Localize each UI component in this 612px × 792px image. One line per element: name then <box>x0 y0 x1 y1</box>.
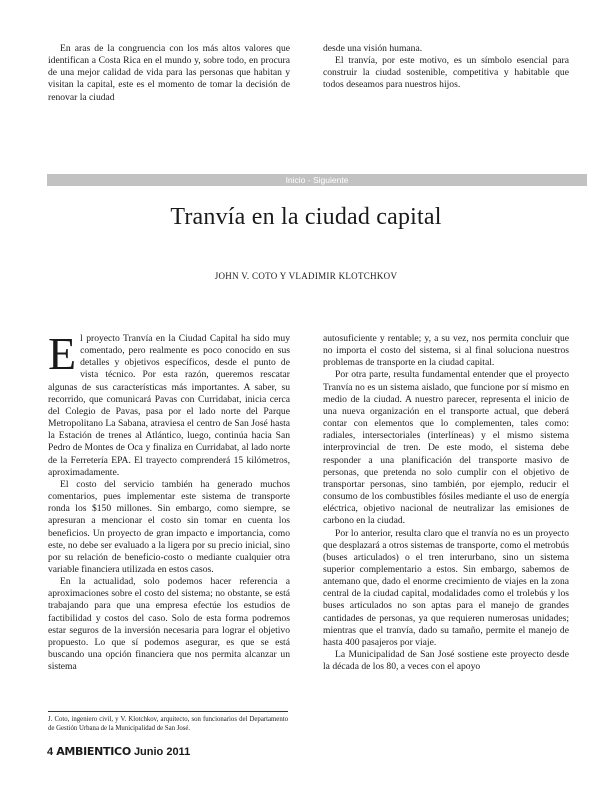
top-right-paragraph-1: desde una visión humana. <box>323 43 423 54</box>
footnote: J. Coto, ingeniero civil, y V. Klotchkov, arquitecto, son funcionarios del Departamento de Gestión Urbana de la Municipalidad de San José. <box>48 716 288 732</box>
top-right-column <box>323 43 569 92</box>
body-paragraph-4: autosuficiente y rentable; y, a su vez, nos permita concluir que no importa el costo del sistema, si al final soluciona nuestros problemas de transporte en la ciudad capital. <box>323 333 569 369</box>
article-authors: JOHN V. COTO Y VLADIMIR KLOTCHKOV <box>214 271 398 281</box>
page-footer <box>47 745 190 759</box>
top-left-paragraph: En aras de la congruencia con los más altos valores que identifican a Costa Rica en el mundo y, sobre todo, en procura de una mejor calidad de vida para las personas que habitan y visitan la capital, este es el momento de tomar la decisión de renovar la ciudad <box>48 43 290 103</box>
body-paragraph-3: En la actualidad, solo podemos hacer referencia a aproximaciones sobre el costo del sistema; no obstante, se está trabajando para que una empresa efectúe los estudios de factibilidad y costos del caso. Solo de esta forma podremos estar seguros de la inversión necesaria para lograr el objetivo propuesto. Lo que sí podemos asegurar, es que se está buscando una opción financiera que nos permita alcanzar un sistema <box>48 576 290 673</box>
nav-siguiente-link[interactable]: Siguiente <box>312 175 349 185</box>
top-right-paragraph-2: El tranvía, por este motivo, es un símbolo esencial para construir la ciudad sostenible, competitiva y habitable que todos deseamos para nuestros hijos. <box>323 55 569 91</box>
drop-cap: E <box>48 328 77 379</box>
body-right-column <box>323 333 569 673</box>
page-number: 4 <box>47 746 54 758</box>
article-title: Tranvía en la ciudad capital <box>170 204 442 230</box>
issue-date: Junio 2011 <box>133 746 191 758</box>
body-paragraph-2: El costo del servicio también ha generado muchos comentarios, pues implementar este sistema de transporte ronda los $150 millones. Sin embargo, como siempre, se apresuran a mencionar el costo sin tomar en cuenta los beneficios. Un proyecto de gran impacto e importancia, como este, no debe ser evaluado a la ligera por su precio inicial, sino por su relación de beneficio-costo o mediante cualquier otra variable financiera utilizada en estos casos. <box>48 478 290 575</box>
body-left-column <box>48 328 290 673</box>
navigation-bar <box>47 174 587 186</box>
body-paragraph-7: La Municipalidad de San José sostiene este proyecto desde la década de los 80, a veces con el apoyo <box>323 649 569 673</box>
body-paragraph-5: Por otra parte, resulta fundamental entender que el proyecto Tranvía no es un sistema aislado, que funcione por sí mismo en medio de la ciudad. A nuestro parecer, representa el inicio de una nueva organización en el transporte actual, que deberá contar con elementos que lo complementen, tales como: radiales, intersectoriales (interlíneas) y el mismo sistema interprovincial de tren. De este modo, el sistema debe responder a una planificación del transporte masivo de personas, que pretenda no solo cumplir con el objetivo de transportar personas, sino también, por ejemplo, reducir el consumo de los combustibles fósiles mediante el uso de energía eléctrica, objetivo nacional de neutralizar las emisiones de carbono en la ciudad. <box>323 369 569 527</box>
body-paragraph-6: Por lo anterior, resulta claro que el tranvía no es un proyecto que desplazará a otros sistemas de transporte, como el metrobús (buses articulados) o el tren interurbano, sino un sistema superior complementario a estos. Sin embargo, sabemos de antemano que, dado el enorme crecimiento de viajes en la zona central de la ciudad capital, modalidades como el trolebús y los buses articulados no son aptas para el manejo de grandes cantidades de personas, ya que requieren numerosas unidades; mientras que el tranvía, dado su tamaño, permite el manejo de hasta 400 pasajeros por viaje. <box>323 527 569 648</box>
footnote-divider <box>48 711 288 712</box>
nav-inicio-link[interactable]: Inicio <box>285 175 306 185</box>
nav-separator: - <box>305 175 313 185</box>
top-left-column <box>48 43 290 104</box>
body-paragraph-1 <box>48 328 290 479</box>
body-paragraph-1-text: l proyecto Tranvía en la Ciudad Capital ha sido muy comentado, pero realmente es poco conocido en sus detalles y objetivos específicos, desde el punto de vista técnico. Por esta razón, queremos rescatar algunas de sus características más importantes. A saber, su recorrido, que comunicará Pavas con Curridabat, inicia cerca del Colegio de Pavas, pasa por el lado norte del Parque Metropolitano La Sabana, atraviesa el centro de San José hasta la Estación de trenes al Atlántico, luego, continúa hacia San Pedro de Montes de Oca y finaliza en Curridabat, al lado norte de la Ferretería EPA. El trayecto comprenderá 15 kilómetros, aproximadamente. <box>48 333 290 478</box>
magazine-logo: AMBIENTICO <box>56 745 131 758</box>
